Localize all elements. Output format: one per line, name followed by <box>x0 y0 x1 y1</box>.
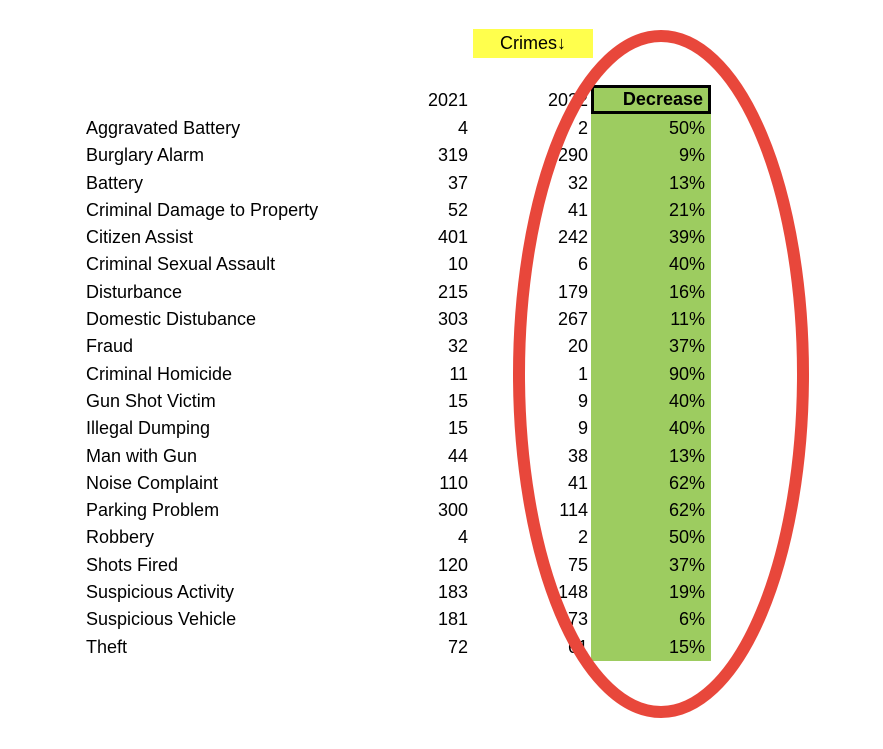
crime-type-cell[interactable]: Criminal Damage to Property <box>86 199 319 220</box>
table-row <box>0 145 883 172</box>
column-header-2021: 2021 <box>427 90 468 110</box>
decrease-percent-cell[interactable]: 19% <box>668 582 705 603</box>
table-row <box>0 637 883 664</box>
table-row <box>0 227 883 254</box>
count-2021-cell[interactable]: 11 <box>449 363 468 384</box>
crime-type-cell[interactable]: Fraud <box>86 336 134 357</box>
crime-type-cell[interactable]: Parking Problem <box>86 500 220 521</box>
count-2022-cell[interactable]: 9 <box>577 418 588 439</box>
crime-type-cell[interactable]: Suspicious Activity <box>86 582 235 603</box>
count-2022-cell[interactable]: 267 <box>557 309 588 330</box>
count-2021-cell[interactable]: 181 <box>437 609 468 630</box>
decrease-percent-cell[interactable]: 40% <box>668 418 705 439</box>
count-2022-cell[interactable]: 38 <box>567 445 588 466</box>
crime-type-cell[interactable]: Disturbance <box>86 281 183 302</box>
table-row <box>0 118 883 145</box>
crime-type-cell[interactable]: Battery <box>86 172 144 193</box>
decrease-percent-cell[interactable]: 21% <box>668 199 705 220</box>
table-body <box>0 118 883 664</box>
count-2021-cell[interactable]: 4 <box>457 527 468 548</box>
crime-type-cell[interactable]: Burglary Alarm <box>86 145 205 166</box>
table-row <box>0 473 883 500</box>
crime-type-cell[interactable]: Aggravated Battery <box>86 118 241 138</box>
count-2021-cell[interactable]: 15 <box>447 390 468 411</box>
table-row <box>0 527 883 554</box>
count-2021-cell[interactable]: 120 <box>437 554 468 575</box>
decrease-percent-cell[interactable]: 40% <box>668 390 705 411</box>
count-2021-cell[interactable]: 37 <box>447 172 468 193</box>
decrease-percent-cell[interactable]: 16% <box>668 281 705 302</box>
table-row <box>0 254 883 281</box>
decrease-percent-cell[interactable]: 11% <box>670 309 705 330</box>
count-2021-cell[interactable]: 401 <box>437 227 468 248</box>
count-2021-cell[interactable]: 15 <box>447 418 468 439</box>
count-2021-cell[interactable]: 303 <box>437 309 468 330</box>
count-2022-cell[interactable]: 114 <box>559 500 588 521</box>
count-2022-cell[interactable]: 148 <box>557 582 588 603</box>
table-row <box>0 364 883 391</box>
count-2022-cell[interactable]: 242 <box>557 227 588 248</box>
count-2021-cell[interactable]: 300 <box>437 500 468 521</box>
decrease-percent-cell[interactable]: 39% <box>668 227 705 248</box>
count-2022-cell[interactable]: 290 <box>557 145 588 166</box>
count-2021-cell[interactable]: 319 <box>437 145 468 166</box>
decrease-percent-cell[interactable]: 37% <box>668 554 705 575</box>
table-row <box>0 173 883 200</box>
table-row <box>0 418 883 445</box>
crime-type-cell[interactable]: Criminal Homicide <box>86 363 233 384</box>
table-row <box>0 500 883 527</box>
count-2021-cell[interactable]: 52 <box>447 199 468 220</box>
table-row <box>0 336 883 363</box>
count-2022-cell[interactable]: 2 <box>577 118 588 138</box>
count-2022-cell[interactable]: 2 <box>577 527 588 548</box>
count-2021-cell[interactable]: 32 <box>447 336 468 357</box>
decrease-percent-cell[interactable]: 62% <box>668 472 705 493</box>
decrease-percent-cell[interactable]: 9% <box>678 145 705 166</box>
crime-type-cell[interactable]: Domestic Distubance <box>86 309 257 330</box>
crime-type-cell[interactable]: Theft <box>86 636 128 657</box>
count-2022-cell[interactable]: 1 <box>577 363 588 384</box>
decrease-percent-cell[interactable]: 6% <box>678 609 705 630</box>
decrease-percent-cell[interactable]: 15% <box>668 636 705 657</box>
crime-type-cell[interactable]: Noise Complaint <box>86 472 219 493</box>
decrease-percent-cell[interactable]: 90% <box>668 363 705 384</box>
count-2022-cell[interactable]: 6 <box>577 254 588 275</box>
table-row <box>0 555 883 582</box>
crime-type-cell[interactable]: Shots Fired <box>86 554 179 575</box>
table-row <box>0 609 883 636</box>
column-header-2022: 2022 <box>547 90 588 110</box>
count-2022-cell[interactable]: 32 <box>567 172 588 193</box>
table-row <box>0 200 883 227</box>
table-row <box>0 582 883 609</box>
count-2021-cell[interactable]: 72 <box>447 636 468 657</box>
crime-type-cell[interactable]: Illegal Dumping <box>86 418 211 439</box>
decrease-percent-cell[interactable]: 37% <box>668 336 705 357</box>
count-2022-cell[interactable]: 179 <box>557 281 588 302</box>
decrease-percent-cell[interactable]: 50% <box>668 118 705 138</box>
count-2022-cell[interactable]: 9 <box>577 390 588 411</box>
count-2022-cell[interactable]: 61 <box>567 636 588 657</box>
table-title-text: Crimes↓ <box>500 33 566 53</box>
count-2021-cell[interactable]: 215 <box>437 281 468 302</box>
count-2022-cell[interactable]: 20 <box>567 336 588 357</box>
table-row <box>0 309 883 336</box>
crime-type-cell[interactable]: Suspicious Vehicle <box>86 609 237 630</box>
count-2021-cell[interactable]: 44 <box>447 445 468 466</box>
column-header-decrease[interactable]: Decrease <box>591 85 711 114</box>
table-row <box>0 446 883 473</box>
count-2021-cell[interactable]: 4 <box>457 118 468 138</box>
decrease-percent-cell[interactable]: 13% <box>668 445 705 466</box>
count-2021-cell[interactable]: 110 <box>439 472 468 493</box>
decrease-percent-cell[interactable]: 40% <box>668 254 705 275</box>
crime-type-cell[interactable]: Robbery <box>86 527 155 548</box>
count-2022-cell[interactable]: 173 <box>557 609 588 630</box>
crime-type-cell[interactable]: Man with Gun <box>86 445 198 466</box>
decrease-percent-cell[interactable]: 13% <box>668 172 705 193</box>
count-2022-cell[interactable]: 41 <box>567 472 588 493</box>
decrease-percent-cell[interactable]: 50% <box>668 527 705 548</box>
count-2022-cell[interactable]: 41 <box>567 199 588 220</box>
count-2022-cell[interactable]: 75 <box>567 554 588 575</box>
count-2021-cell[interactable]: 10 <box>447 254 468 275</box>
decrease-percent-cell[interactable]: 62% <box>668 500 705 521</box>
crime-type-cell[interactable]: Criminal Sexual Assault <box>86 254 276 275</box>
table-title <box>473 29 593 58</box>
table-row <box>0 391 883 418</box>
crime-type-cell[interactable]: Citizen Assist <box>86 227 194 248</box>
count-2021-cell[interactable]: 183 <box>437 582 468 603</box>
crime-type-cell[interactable]: Gun Shot Victim <box>86 390 216 411</box>
table-row <box>0 282 883 309</box>
